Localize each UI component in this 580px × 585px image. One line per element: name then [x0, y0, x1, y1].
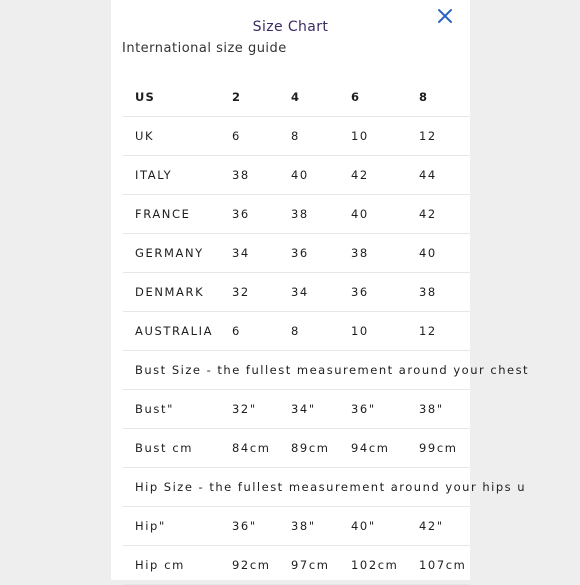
bust-note-row [123, 351, 530, 390]
table-row [123, 117, 470, 156]
table-cell: Bust cm [135, 441, 194, 455]
table-cell: 12 [419, 129, 437, 143]
table-cell: 42 [419, 207, 437, 221]
table-header-cell: 8 [419, 90, 429, 104]
table-cell: Hip cm [135, 558, 185, 572]
table-cell: FRANCE [135, 207, 191, 221]
table-cell: 12 [419, 324, 437, 338]
table-cell: 36 [351, 285, 369, 299]
table-cell: DENMARK [135, 285, 205, 299]
table-cell: 44 [419, 168, 437, 182]
table-row [123, 390, 470, 429]
table-cell: 99cm [419, 441, 458, 455]
table-cell: 107cm [419, 558, 467, 572]
table-cell: 97cm [291, 558, 330, 572]
table-cell: 34 [291, 285, 309, 299]
table-row [123, 546, 470, 585]
hip-note: Hip Size - the fullest measurement around your hips u [135, 480, 527, 494]
table-header-cell: 6 [351, 90, 361, 104]
table-row [123, 234, 470, 273]
table-cell: Hip" [135, 519, 166, 533]
close-button[interactable] [435, 6, 455, 26]
table-cell: 102cm [351, 558, 399, 572]
table-cell: 42 [351, 168, 369, 182]
table-cell: 38 [291, 207, 309, 221]
table-cell: 38 [351, 246, 369, 260]
table-cell: 89cm [291, 441, 330, 455]
table-row [123, 429, 470, 468]
table-cell: Bust" [135, 402, 174, 416]
table-cell: UK [135, 129, 155, 143]
table-cell: 40" [351, 519, 376, 533]
table-cell: 36" [351, 402, 376, 416]
size-table [123, 78, 530, 585]
table-cell: 38" [291, 519, 316, 533]
table-cell: 6 [232, 129, 241, 143]
table-cell: 32" [232, 402, 257, 416]
table-cell: 40 [419, 246, 437, 260]
table-cell: GERMANY [135, 246, 204, 260]
table-row [123, 273, 470, 312]
table-cell: 84cm [232, 441, 271, 455]
table-cell: 10 [351, 129, 369, 143]
table-cell: AUSTRALIA [135, 324, 214, 338]
table-cell: ITALY [135, 168, 173, 182]
modal-subtitle: International size guide [122, 41, 287, 56]
table-cell: 40 [291, 168, 309, 182]
table-row [123, 312, 470, 351]
table-cell: 34" [291, 402, 316, 416]
table-cell: 38 [419, 285, 437, 299]
table-cell: 94cm [351, 441, 390, 455]
table-cell: 42" [419, 519, 444, 533]
size-chart-modal [111, 0, 530, 580]
table-cell: 36 [232, 207, 250, 221]
table-cell: 34 [232, 246, 250, 260]
table-cell: 38 [232, 168, 250, 182]
table-cell: 6 [232, 324, 241, 338]
table-header-cell: 2 [232, 90, 242, 104]
table-cell: 40 [351, 207, 369, 221]
table-header-row [123, 78, 470, 117]
modal-title: Size Chart [252, 19, 329, 35]
table-cell: 92cm [232, 558, 271, 572]
table-cell: 36" [232, 519, 257, 533]
table-header-cell: 4 [291, 90, 301, 104]
bust-note: Bust Size - the fullest measurement around your chest [135, 363, 530, 377]
close-icon[interactable] [435, 6, 455, 26]
table-cell: 36 [291, 246, 309, 260]
table-header-cell: US [135, 90, 156, 104]
table-row [123, 156, 470, 195]
table-cell: 8 [291, 129, 300, 143]
table-cell: 38" [419, 402, 444, 416]
table-cell: 8 [291, 324, 300, 338]
hip-note-row [123, 468, 527, 507]
table-row [123, 195, 470, 234]
table-row [123, 507, 470, 546]
table-cell: 10 [351, 324, 369, 338]
table-cell: 32 [232, 285, 250, 299]
